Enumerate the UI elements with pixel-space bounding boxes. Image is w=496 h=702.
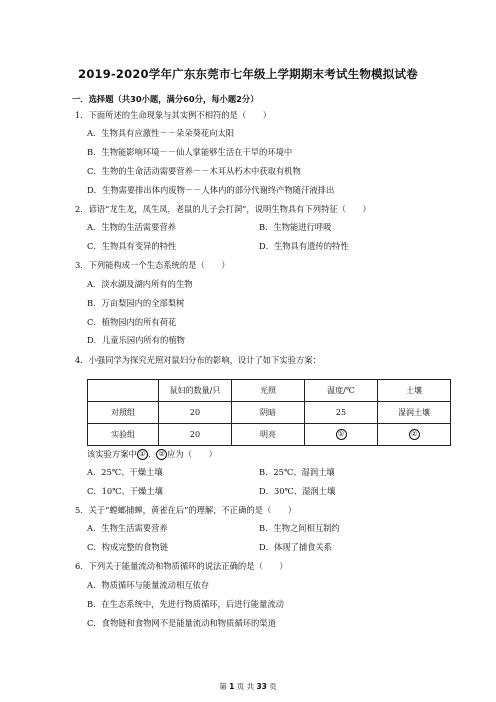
- blank-1-marker: ①: [336, 429, 347, 440]
- table-cell: 25: [305, 402, 378, 424]
- footer-middle: 页 共: [236, 682, 255, 691]
- q2-option-b[interactable]: B．生物能进行呼吸: [259, 222, 332, 232]
- q4-followup-prefix: 该实验方案中: [87, 449, 137, 459]
- q3-stem: 3．下列能构成一个生态系统的是（ ）: [75, 260, 230, 270]
- table-header-cell: 鼠妇的数量/只: [159, 380, 232, 402]
- q3-option-b[interactable]: B．万亩梨园内的全部梨树: [87, 298, 185, 308]
- blank-1-ref: ①: [137, 449, 148, 460]
- q4-stem: 4．小强同学为探究光照对鼠妇分布的影响，设计了如下实验方案：: [75, 355, 321, 365]
- section-heading: 一．选择题（共30小题，满分60分，每小题2分）: [72, 94, 259, 104]
- q4-option-a[interactable]: A．25℃、干燥土壤: [87, 467, 163, 477]
- q3-option-d[interactable]: D．儿童乐园内所有的植物: [87, 335, 185, 345]
- table-cell: [305, 424, 378, 446]
- table-header-cell: 温度/℃: [305, 380, 378, 402]
- table-cell: 湿润土壤: [378, 402, 451, 424]
- q2-option-c[interactable]: C．生物具有变异的特性: [87, 241, 177, 251]
- blank-2-ref: ②: [156, 449, 167, 460]
- q1-stem: 1．下面所述的生命现象与其实例不相符的是（ ）: [75, 110, 272, 120]
- q5-option-c[interactable]: C．构成完整的食物链: [87, 542, 169, 552]
- q2-option-a[interactable]: A．生物的生活需要营养: [87, 222, 176, 232]
- table-cell: 阴暗: [232, 402, 305, 424]
- q3-option-a[interactable]: A．淡水湖及湖内所有的生物: [87, 279, 193, 289]
- blank-2-marker: ②: [409, 429, 420, 440]
- table-row: [88, 402, 451, 424]
- q1-option-a[interactable]: A．生物具有应激性－－朵朵葵花向太阳: [87, 128, 235, 138]
- table-header-cell: 光照: [232, 380, 305, 402]
- page-footer: [0, 681, 496, 692]
- q2-option-d[interactable]: D．生物具有遗传的特性: [259, 241, 349, 251]
- q5-option-a[interactable]: A．生物生活需要营养: [87, 523, 168, 533]
- q4-followup-sep: 、: [147, 449, 157, 459]
- q1-option-b[interactable]: B．生物能影响环境－－仙人掌能够生活在干旱的环境中: [87, 147, 293, 157]
- table-cell: [378, 424, 451, 446]
- q4-option-d[interactable]: D．30℃、湿润土壤: [259, 486, 336, 496]
- table-row: [88, 424, 451, 446]
- q1-option-c[interactable]: C．生物的生命活动需要营养－－木耳从朽木中获取有机物: [87, 166, 301, 176]
- footer-page-number: 1: [229, 682, 235, 691]
- q6-option-a[interactable]: A．物质循环与能量流动相互依存: [87, 580, 210, 590]
- q4-option-b[interactable]: B．25℃、湿润土壤: [259, 467, 335, 477]
- footer-suffix: 页: [269, 682, 277, 691]
- table-header-row: [88, 380, 451, 402]
- footer-total-pages: 33: [256, 682, 267, 691]
- footer-prefix: 第: [219, 682, 227, 691]
- q6-stem: 6．下列关于能量流动和物质循环的说法正确的是（ ）: [75, 561, 288, 571]
- table-cell: 明亮: [232, 424, 305, 446]
- exam-title: 2019-2020学年广东东莞市七年级上学期期末考试生物模拟试卷: [78, 67, 418, 81]
- q2-stem: 2．谚语“龙生龙，凤生凤，老鼠的儿子会打洞”，说明生物具有下列特征（ ）: [75, 204, 371, 214]
- q5-option-b[interactable]: B．生物之间相互制约: [259, 523, 340, 533]
- table-cell: 20: [159, 402, 232, 424]
- table-header-cell: 土壤: [378, 380, 451, 402]
- q6-option-b[interactable]: B．在生态系统中，先进行物质循环，后进行能量流动: [87, 599, 284, 609]
- q4-option-c[interactable]: C．10℃、干燥土壤: [87, 486, 163, 496]
- q1-option-d[interactable]: D．生物需要排出体内废物－－人体内的部分代谢终产物随汗液排出: [87, 185, 335, 195]
- table-cell: 实验组: [88, 424, 159, 446]
- experiment-table: [87, 379, 451, 446]
- q3-option-c[interactable]: C．植物园内的所有荷花: [87, 317, 177, 327]
- q6-option-c[interactable]: C．食物链和食物网不是能量流动和物质循环的渠道: [87, 618, 276, 628]
- q4-followup: [87, 449, 217, 460]
- table-header-cell: [88, 380, 159, 402]
- q5-stem: 5．关于“螳螂捕蝉，黄雀在后”的理解，不正确的是（ ）: [75, 505, 297, 515]
- q4-followup-suffix: 应为（ ）: [167, 449, 217, 459]
- table-cell: 对照组: [88, 402, 159, 424]
- q5-option-d[interactable]: D．体现了捕食关系: [259, 542, 333, 552]
- table-cell: 20: [159, 424, 232, 446]
